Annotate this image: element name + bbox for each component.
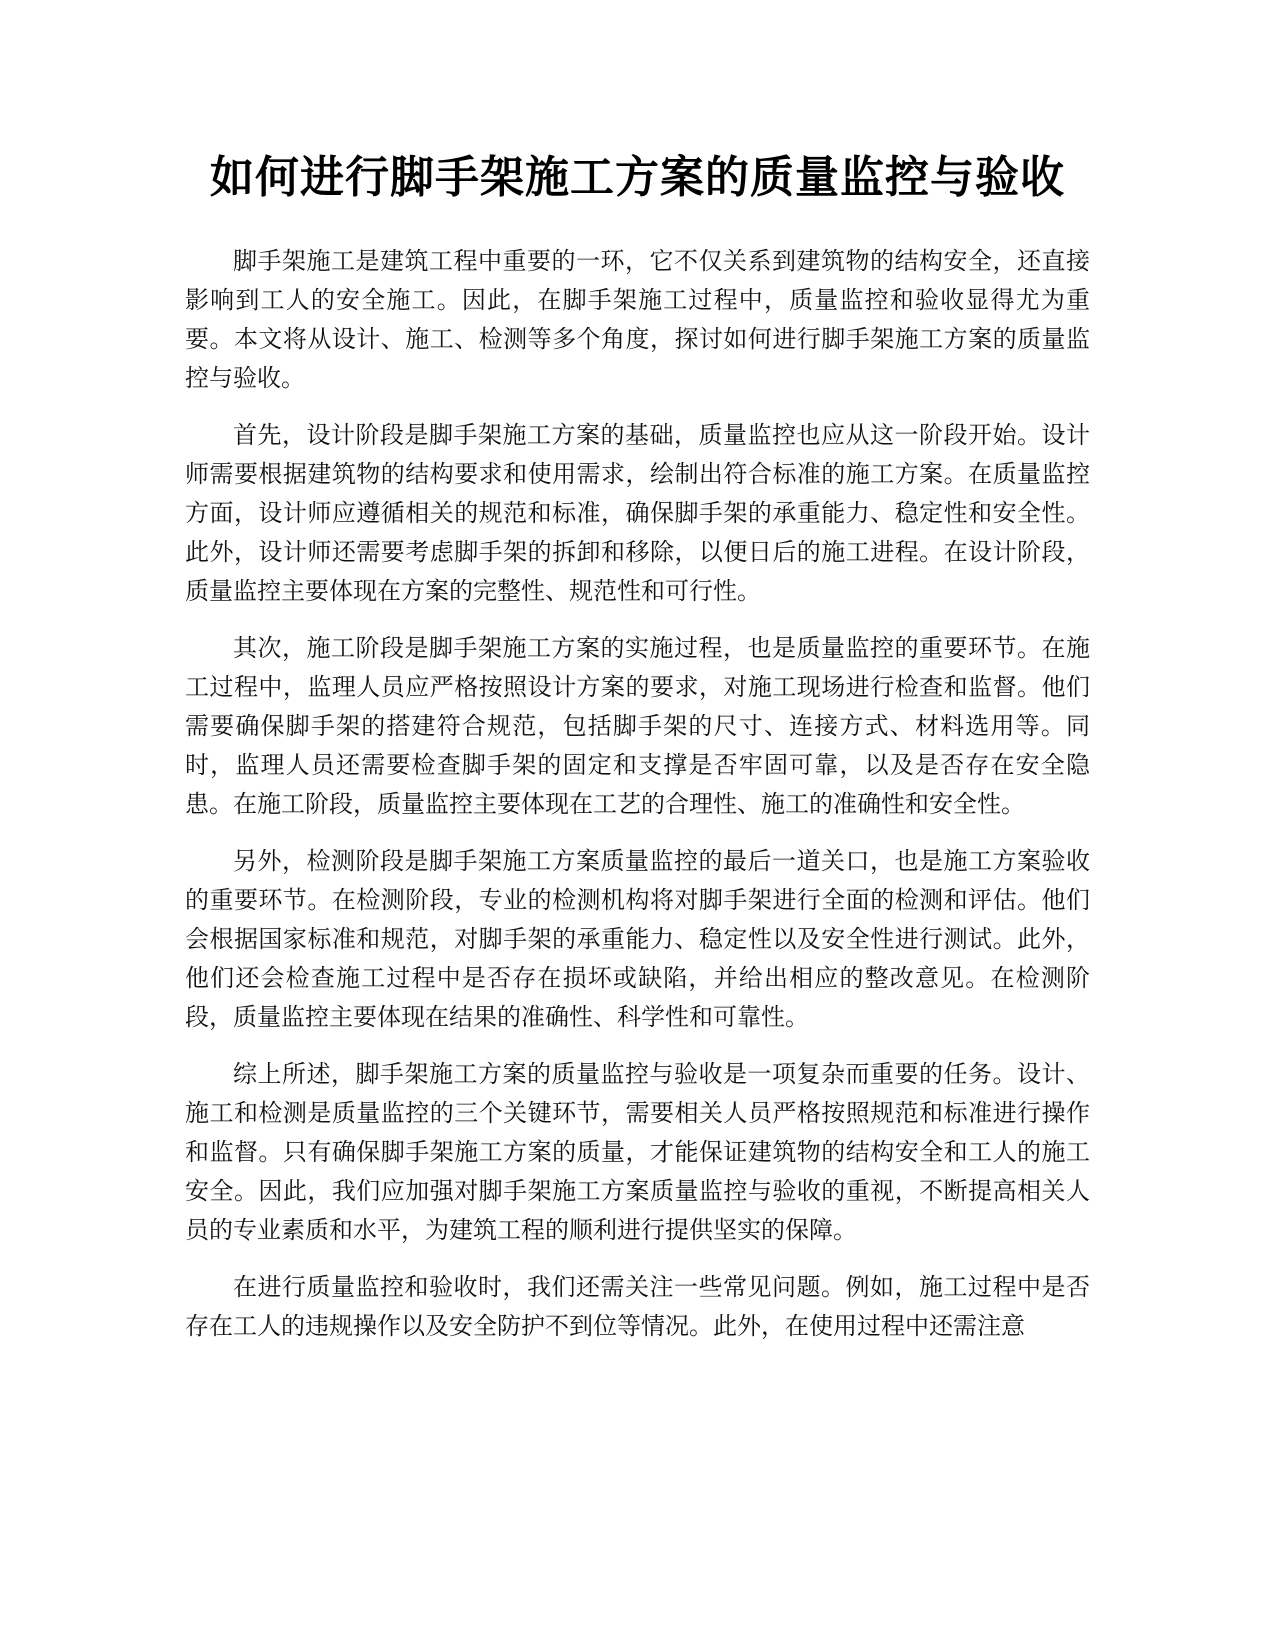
document-title: 如何进行脚手架施工方案的质量监控与验收: [210, 152, 1065, 203]
document-body: [185, 242, 1090, 1364]
paragraph-design-stage: 首先，设计阶段是脚手架施工方案的基础，质量监控也应从这一阶段开始。设计师需要根据建筑物的结构要求和使用需求，绘制出符合标准的施工方案。在质量监控方面，设计师应遵循相关的规范和标准，确保脚手架的承重能力、稳定性和安全性。此外，设计师还需要考虑脚手架的拆卸和移除，以便日后的施工进程。在设计阶段，质量监控主要体现在方案的完整性、规范性和可行性。: [185, 421, 1090, 605]
paragraph-construction-stage: 其次，施工阶段是脚手架施工方案的实施过程，也是质量监控的重要环节。在施工过程中，监理人员应严格按照设计方案的要求，对施工现场进行检查和监督。他们需要确保脚手架的搭建符合规范，包括脚手架的尺寸、连接方式、材料选用等。同时，监理人员还需要检查脚手架的固定和支撑是否牢固可靠，以及是否存在安全隐患。在施工阶段，质量监控主要体现在工艺的合理性、施工的准确性和安全性。: [185, 634, 1090, 818]
paragraph-common-issues: 在进行质量监控和验收时，我们还需关注一些常见问题。例如，施工过程中是否存在工人的违规操作以及安全防护不到位等情况。此外，在使用过程中还需注意: [185, 1273, 1090, 1340]
paragraph-summary: 综上所述，脚手架施工方案的质量监控与验收是一项复杂而重要的任务。设计、施工和检测是质量监控的三个关键环节，需要相关人员严格按照规范和标准进行操作和监督。只有确保脚手架施工方案的质量，才能保证建筑物的结构安全和工人的施工安全。因此，我们应加强对脚手架施工方案质量监控与验收的重视，不断提高相关人员的专业素质和水平，为建筑工程的顺利进行提供坚实的保障。: [185, 1060, 1090, 1244]
paragraph-intro: 脚手架施工是建筑工程中重要的一环，它不仅关系到建筑物的结构安全，还直接影响到工人的安全施工。因此，在脚手架施工过程中，质量监控和验收显得尤为重要。本文将从设计、施工、检测等多个角度，探讨如何进行脚手架施工方案的质量监控与验收。: [185, 247, 1090, 392]
paragraph-inspection-stage: 另外，检测阶段是脚手架施工方案质量监控的最后一道关口，也是施工方案验收的重要环节。在检测阶段，专业的检测机构将对脚手架进行全面的检测和评估。他们会根据国家标准和规范，对脚手架的承重能力、稳定性以及安全性进行测试。此外，他们还会检查施工过程中是否存在损坏或缺陷，并给出相应的整改意见。在检测阶段，质量监控主要体现在结果的准确性、科学性和可靠性。: [185, 847, 1090, 1031]
